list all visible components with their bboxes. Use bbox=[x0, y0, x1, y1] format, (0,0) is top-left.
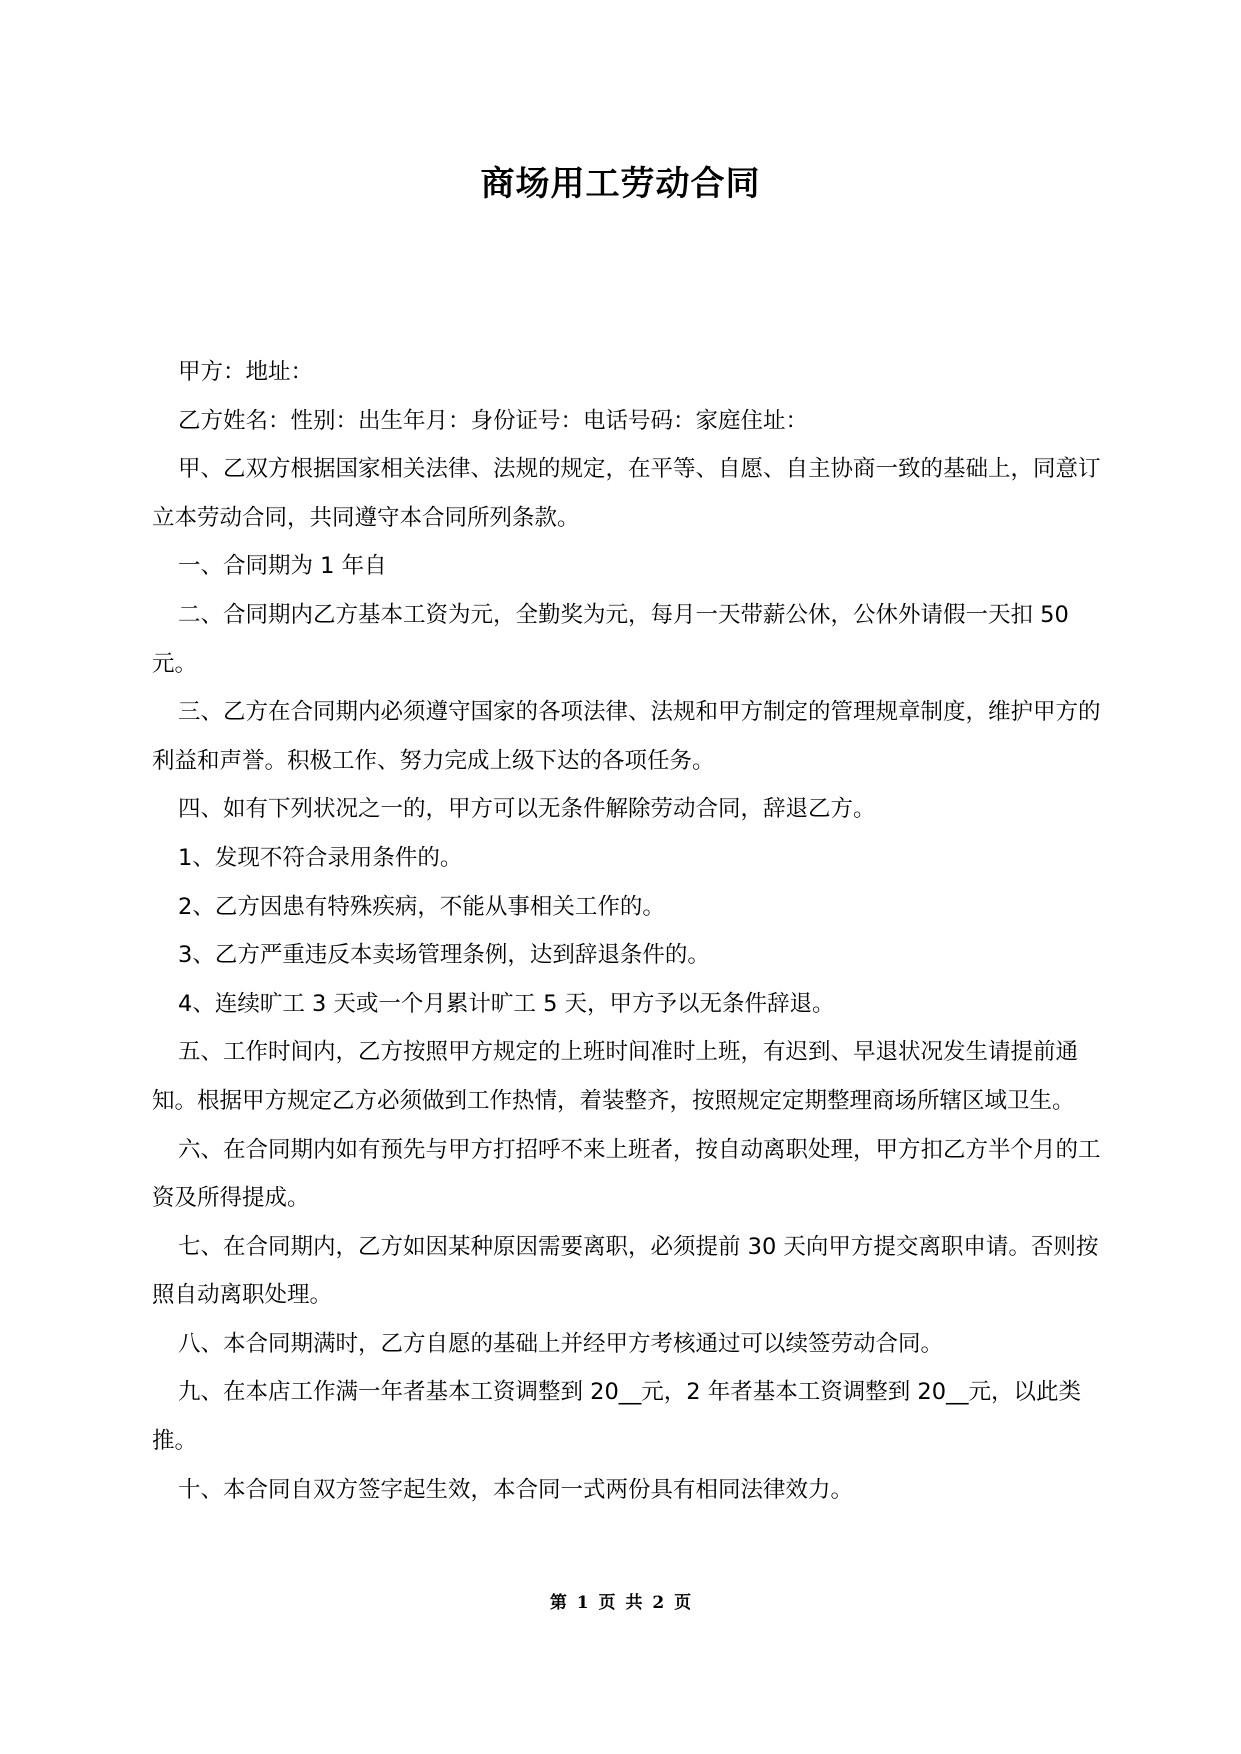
document-title: 商场用工劳动合同 bbox=[480, 164, 761, 204]
paragraph-clause-1: 一、合同期为 1 年自 bbox=[178, 553, 387, 580]
paragraph-subclause-2: 2、乙方因患有特殊疾病，不能从事相关工作的。 bbox=[178, 893, 665, 920]
paragraph-clause-9: 九、在本店工作满一年者基本工资调整到 20__元，2 年者基本工资调整到 20__元，以此类推。 bbox=[152, 1379, 1082, 1455]
paragraph-party-a: 甲方：地址： bbox=[178, 359, 314, 385]
paragraph-clause-8: 八、本合同期满时，乙方自愿的基础上并经甲方考核通过可以续签劳动合同。 bbox=[178, 1330, 944, 1357]
paragraph-clause-4: 四、如有下列状况之一的，甲方可以无条件解除劳动合同，辞退乙方。 bbox=[178, 796, 876, 823]
document-body bbox=[152, 348, 1102, 1514]
paragraph-clause-6: 六、在合同期内如有预先与甲方打招呼不来上班者，按自动离职处理，甲方扣乙方半个月的工资及所得提成。 bbox=[152, 1136, 1101, 1212]
paragraph-clause-3: 三、乙方在合同期内必须遵守国家的各项法律、法规和甲方制定的管理规章制度，维护甲方的利益和声誉。积极工作、努力完成上级下达的各项任务。 bbox=[152, 699, 1101, 774]
paragraph-clause-10: 十、本合同自双方签字起生效，本合同一式两份具有相同法律效力。 bbox=[178, 1476, 854, 1503]
page-number-footer: 第 1 页 共 2 页 bbox=[549, 1593, 692, 1613]
paragraph-subclause-1: 1、发现不符合录用条件的。 bbox=[178, 844, 463, 871]
paragraph-subclause-4: 4、连续旷工 3 天或一个月累计旷工 5 天，甲方予以无条件辞退。 bbox=[178, 990, 835, 1017]
paragraph-clause-7: 七、在合同期内，乙方如因某种原因需要离职，必须提前 30 天向甲方提交离职申请。否则按照自动离职处理。 bbox=[152, 1233, 1099, 1309]
paragraph-preamble: 甲、乙双方根据国家相关法律、法规的规定，在平等、自愿、自主协商一致的基础上，同意订立本劳动合同，共同遵守本合同所列条款。 bbox=[152, 456, 1101, 531]
paragraph-subclause-3: 3、乙方严重违反本卖场管理条例，达到辞退条件的。 bbox=[178, 942, 710, 969]
paragraph-clause-5: 五、工作时间内，乙方按照甲方规定的上班时间准时上班，有迟到、早退状况发生请提前通知。根据甲方规定乙方必须做到工作热情，着装整齐，按照规定定期整理商场所辖区域卫生。 bbox=[152, 1039, 1079, 1114]
paragraph-party-b: 乙方姓名：性别：出生年月：身份证号：电话号码：家庭住址： bbox=[178, 407, 809, 434]
paragraph-clause-2: 二、合同期内乙方基本工资为元，全勤奖为元，每月一天带薪公休，公休外请假一天扣 50 元。 bbox=[152, 601, 1069, 677]
